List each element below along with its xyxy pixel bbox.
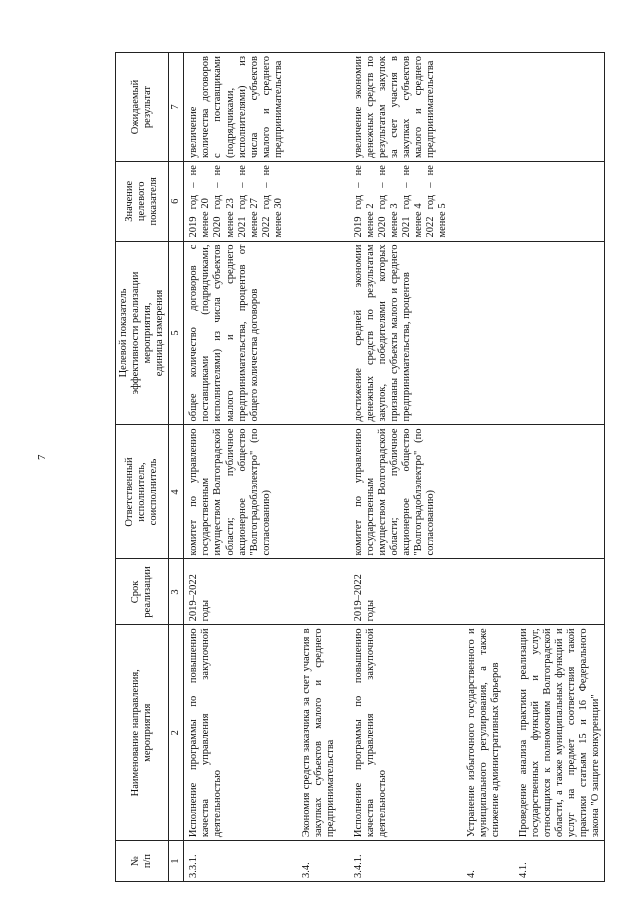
table-row	[297, 53, 339, 882]
column-number: 5	[169, 241, 184, 425]
header-executor: Ответственный исполнитель, соисполнитель	[116, 425, 169, 559]
column-number: 3	[169, 559, 184, 625]
table-row	[462, 53, 504, 882]
row-result	[462, 53, 504, 162]
header-term: Срок реализации	[116, 559, 169, 625]
page-number: 7	[36, 454, 48, 460]
column-number: 1	[169, 841, 184, 882]
row-number: 3.3.1.	[184, 841, 287, 882]
row-indicator: общее количество договоров с поставщиками (подрядчиками, исполнителями) из числа субъектов малого и среднего предпринимательства, процентов от общего количества договоров	[184, 241, 287, 425]
column-number: 4	[169, 425, 184, 559]
row-name: Исполнение программы по повышению качества управления закупочной деятельностью	[184, 625, 287, 841]
row-indicator	[514, 241, 605, 425]
column-number-row	[169, 53, 184, 882]
header-value: Значение целевого показателя	[116, 162, 169, 241]
header-result: Ожидаемый результат	[116, 53, 169, 162]
row-result: увеличение количества договоров с поставщиками (подрядчиками, исполнителями) из числа субъектов малого и среднего предпринимательства	[184, 53, 287, 162]
row-value	[514, 162, 605, 241]
row-term	[462, 559, 504, 625]
row-executor	[514, 425, 605, 559]
row-value	[462, 162, 504, 241]
header-number: № п/п	[116, 841, 169, 882]
rotated-page	[20, 32, 620, 892]
header-indicator: Целевой показатель эффективности реализации мероприятия, единица измерения	[116, 241, 169, 425]
row-number: 4.	[462, 841, 504, 882]
row-number: 4.1.	[514, 841, 605, 882]
row-indicator	[297, 241, 339, 425]
row-value: 2019 год – не менее 2 2020 год – не менее 3 2021 год – не менее 4 2022 год – не менее 5	[349, 162, 452, 241]
header-name: Наименование направления, мероприятия	[116, 625, 169, 841]
row-term	[514, 559, 605, 625]
row-name: Экономия средств заказчика за счет участия в закупках субъектов малого и среднего предпринимательства	[297, 625, 339, 841]
row-name: Устранение избыточного государственного и муниципального регулирования, а также снижение административных барьеров	[462, 625, 504, 841]
row-executor: комитет по управлению государственным имуществом Волгоградской области; публичное акционерное общество "Волгоградоблэлектро" (по согласованию)	[349, 425, 452, 559]
row-indicator: достижение средней экономии денежных средств по результатам закупок, победителями которых признаны субъекты малого и среднего предпринимательства, процентов	[349, 241, 452, 425]
row-executor	[462, 425, 504, 559]
table-header-row	[116, 53, 169, 882]
row-executor: комитет по управлению государственным имуществом Волгоградской области; публичное акционерное общество "Волгоградоблэлектро" (по согласованию)	[184, 425, 287, 559]
row-executor	[297, 425, 339, 559]
row-value	[297, 162, 339, 241]
table-row	[184, 53, 287, 882]
row-result	[297, 53, 339, 162]
row-name: Исполнение программы по повышению качества управления закупочной деятельностью	[349, 625, 452, 841]
row-number: 3.4.	[297, 841, 339, 882]
row-indicator	[462, 241, 504, 425]
table-row	[514, 53, 605, 882]
column-number: 2	[169, 625, 184, 841]
row-term: 2019–2022 годы	[184, 559, 287, 625]
row-name: Проведение анализа практики реализации государственных функций и услуг, относящихся к полномочиям Волгоградской области, а также муниципальных функций и услуг на предмет соответствия такой практики статьям 15 и 16 Федерального закона "О защите конкуренции"	[514, 625, 605, 841]
column-number: 7	[169, 53, 184, 162]
column-number: 6	[169, 162, 184, 241]
row-term	[297, 559, 339, 625]
table-row	[349, 53, 452, 882]
measures-table	[115, 52, 605, 882]
row-result: увеличение экономии денежных средств по результатам закупок за счет участия в закупках субъектов малого и среднего предпринимательства	[349, 53, 452, 162]
row-number: 3.4.1.	[349, 841, 452, 882]
row-term: 2019–2022 годы	[349, 559, 452, 625]
row-value: 2019 год – не менее 20 2020 год – не менее 23 2021 год – не менее 27 2022 год – не менее 30	[184, 162, 287, 241]
row-result	[514, 53, 605, 162]
